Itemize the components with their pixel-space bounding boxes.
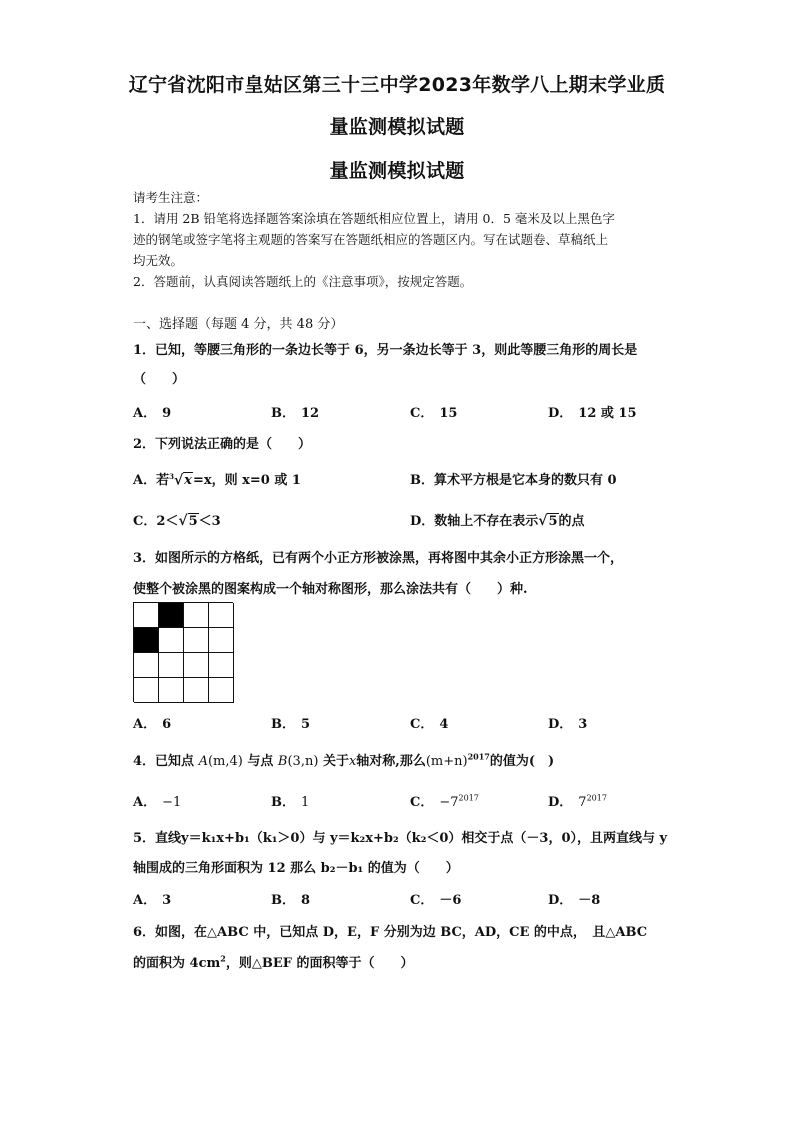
q4-option-c: C． $-7^{2017}$	[410, 793, 479, 810]
section1-heading: 一、选择题（每题 4 分，共 48 分）	[133, 317, 344, 332]
grid-cell	[209, 653, 234, 678]
q4-stem: 4．已知点 A(m,4) 与点 B(3,n) 关于x轴对称,那么$(m+n)^{2017}$的值为( )	[133, 751, 555, 769]
exam-title-line2: 量监测模拟试题	[329, 116, 465, 138]
q3-option-a: A． 6	[133, 717, 172, 732]
notice-heading: 请考生注意：	[133, 190, 209, 205]
notice-item1-b: 迹的钢笔或签字笔将主观题的答案写在答题纸相应的答题区内。写在试题卷、草稿纸上	[133, 232, 609, 247]
q2-option-c: C．2＜√5＜3	[133, 513, 221, 529]
q4-option-a: A． −1	[133, 795, 182, 810]
q5-option-a: A． 3	[133, 893, 172, 908]
q2-option-b: B．算术平方根是它本身的数只有 0	[410, 473, 617, 488]
square-root: √5	[178, 513, 198, 529]
grid-cell	[159, 628, 184, 653]
notice-item1-a: 1．请用 2B 铅笔将选择题答案涂填在答题纸相应位置上，请用 0．5 毫米及以上黑色字	[133, 211, 615, 226]
q3-stem-b: 使整个被涂黑的图案构成一个轴对称图形，那么涂法共有（ ）种.	[133, 582, 528, 597]
q1-stem-b: （ ）	[133, 372, 186, 387]
q5-stem-a: 5．直线y＝k₁x+b₁（k₁＞0）与 y＝k₂x+b₂（k₂＜0）相交于点（－3，0），且两直线与 y	[133, 831, 668, 846]
exam-title-line1: 辽宁省沈阳市皇姑区第三十三中学2023年数学八上期末学业质	[128, 74, 666, 96]
q1-stem-a: 1．已知，等腰三角形的一条边长等于 6，另一条边长等于 3，则此等腰三角形的周长是	[133, 343, 638, 358]
grid-cell	[184, 628, 209, 653]
square-root: √5	[538, 513, 558, 529]
q6-stem-a: 6．如图，在△ABC 中，已知点 D，E，F 分别为边 BC，AD，CE 的中点， 且△ABC	[133, 925, 648, 940]
grid-cell	[209, 628, 234, 653]
q3-option-b: B． 5	[271, 717, 311, 732]
grid-cell	[184, 653, 209, 678]
grid-cell	[209, 678, 234, 703]
grid-cell	[184, 603, 209, 628]
q1-option-a: A． 9	[133, 406, 172, 421]
q2-stem: 2．下列说法正确的是（ ）	[133, 437, 312, 452]
q1-option-b: B． 12	[271, 406, 320, 421]
cube-root: $^3$√x	[169, 471, 192, 488]
q3-grid-figure	[133, 602, 233, 702]
grid-cell	[134, 653, 159, 678]
q3-option-c: C． 4	[410, 717, 449, 732]
q5-stem-b: 轴围成的三角形面积为 12 那么 b₂－b₁ 的值为（ ）	[133, 861, 459, 876]
q3-option-d: D． 3	[548, 717, 588, 732]
q6-stem-b: 的面积为 $4cm^2$，则△BEF 的面积等于（ ）	[133, 953, 414, 971]
q1-option-c: C． 15	[410, 406, 458, 421]
grid-cell-black	[159, 603, 184, 628]
grid-cell-black	[134, 628, 159, 653]
grid-cell	[209, 603, 234, 628]
q2-option-d: D．数轴上不存在表示√5的点	[410, 513, 585, 529]
q2-option-a: A．若$^3$√x=x，则 x=0 或 1	[133, 471, 301, 488]
grid-cell	[184, 678, 209, 703]
grid-cell	[159, 678, 184, 703]
grid-cell	[159, 653, 184, 678]
q4-option-d: D． $7^{2017}$	[548, 793, 607, 810]
q5-option-c: C． －6	[410, 893, 462, 908]
q5-option-d: D． －8	[548, 893, 601, 908]
notice-item2: 2．答题前，认真阅读答题纸上的《注意事项》，按规定答题。	[133, 274, 473, 289]
exam-title-line3: 量监测模拟试题	[329, 160, 465, 182]
q4-option-b: B． 1	[271, 795, 310, 810]
q5-option-b: B． 8	[271, 893, 311, 908]
notice-item1-c: 均无效。	[133, 253, 184, 268]
q1-option-d: D． 12 或 15	[548, 406, 637, 421]
q3-stem-a: 3．如图所示的方格纸，已有两个小正方形被涂黑，再将图中其余小正方形涂黑一个，	[133, 551, 624, 566]
grid-cell	[134, 678, 159, 703]
grid-cell	[134, 603, 159, 628]
